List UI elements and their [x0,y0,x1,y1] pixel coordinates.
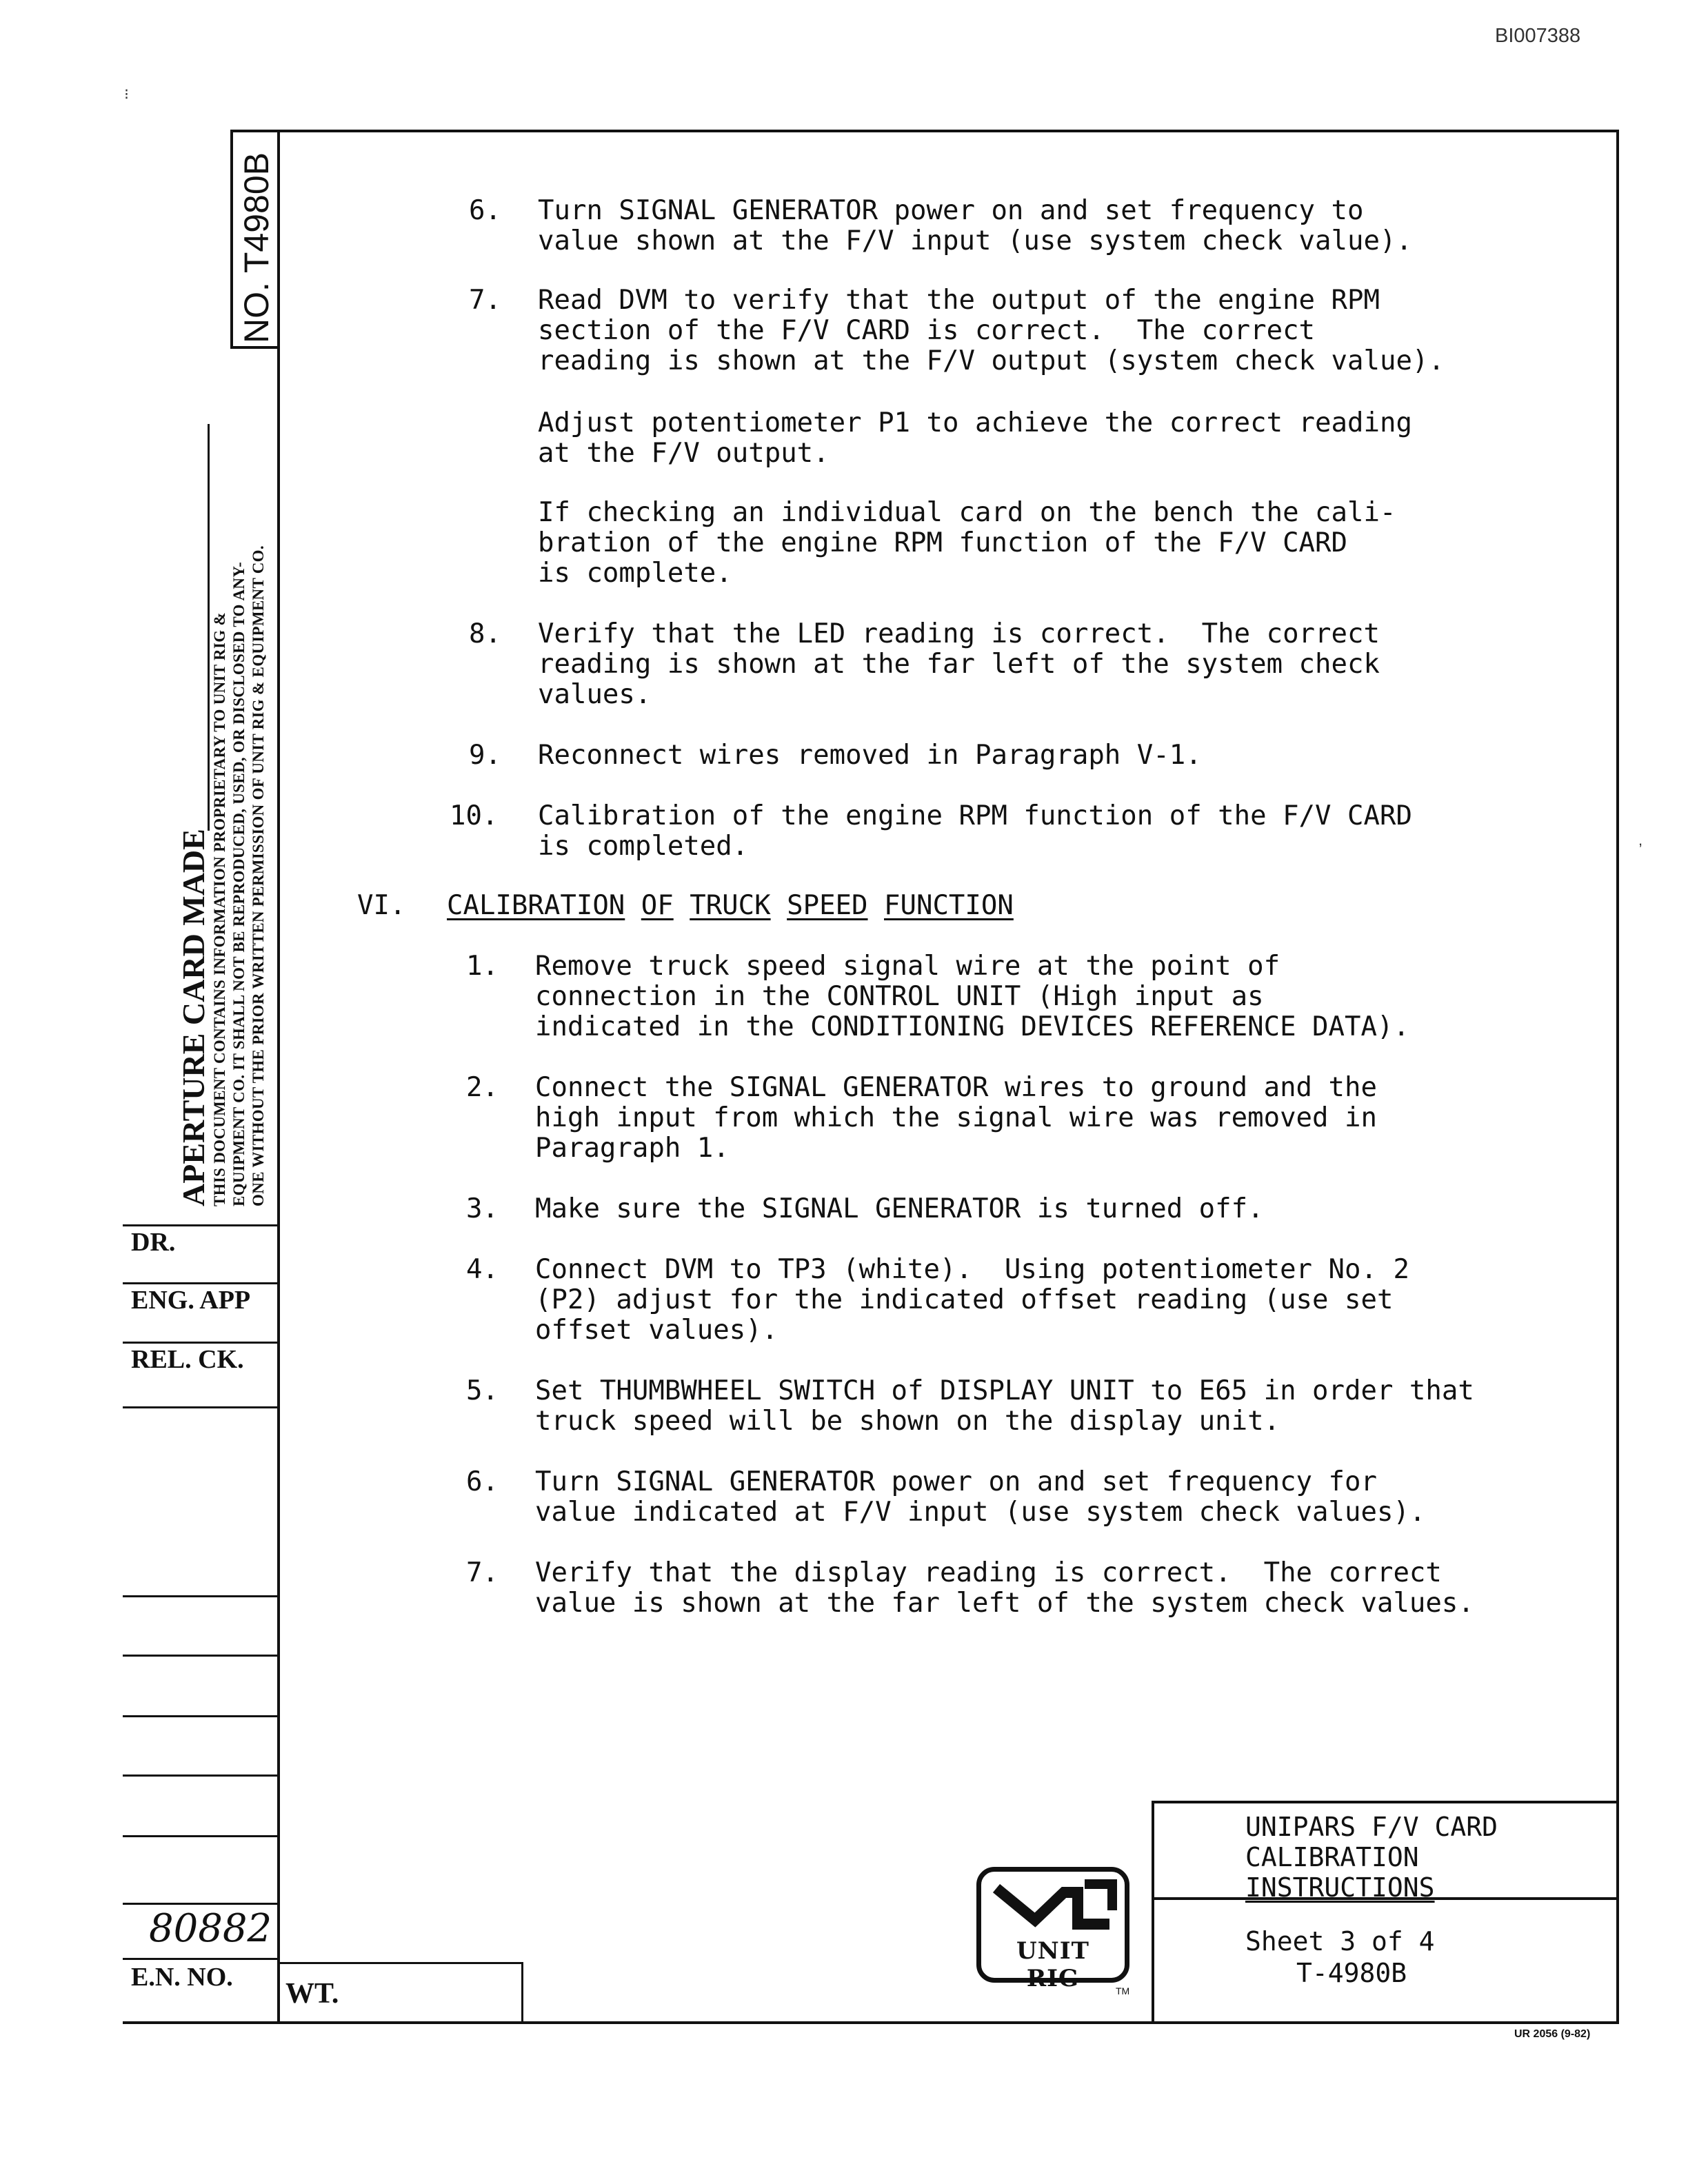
step-text-line: reading is shown at the far left of the system check [538,649,1380,680]
sig-line-10 [123,1903,280,1905]
step-text-line: is complete. [538,558,732,589]
step-text-line: Set THUMBWHEEL SWITCH of DISPLAY UNIT to E65 in order that [535,1375,1474,1406]
engineering-approval-label: ENG. APP [131,1286,251,1315]
section-heading-word: SPEED [787,890,868,921]
sheet-number: Sheet 3 of 4 [1245,1926,1435,1957]
sig-line-4 [123,1406,280,1408]
section-number: VI. [357,890,406,921]
section-heading-word: TRUCK [690,890,771,921]
en-number-value: 80882 [149,1906,272,1951]
weight-box-right [521,1962,523,2024]
step-text-line: bration of the engine RPM function of the F/V CARD [538,527,1347,558]
section-heading [447,891,1014,921]
step-text-line: Calibration of the engine RPM function of the F/V CARD [538,800,1412,831]
step-text-line: value is shown at the far left of the system check values. [535,1588,1474,1619]
title-line-2: CALIBRATION [1245,1842,1419,1872]
step-text-line: Verify that the LED reading is correct. The correct [538,618,1380,649]
step-text-line: values. [538,679,652,710]
weight-label: WT. [285,1978,339,2010]
step-text-line: reading is shown at the F/V output (system check value). [538,345,1445,376]
drawing-number: NO. T4980B [237,152,276,343]
step-text-line: is completed. [538,831,749,862]
proprietary-notice-line-1: THIS DOCUMENT CONTAINS INFORMATION PROPRIETARY TO UNIT RIG & [211,612,228,1206]
title-line-1: UNIPARS F/V CARD [1245,1812,1498,1842]
step-number: 4. [466,1254,499,1285]
release-check-label: REL. CK. [131,1345,244,1374]
scan-mark: , [1638,831,1643,849]
step-number: 9. [469,740,501,771]
weight-box-top [280,1962,523,1964]
step-text-line: Turn SIGNAL GENERATOR power on and set frequency for [535,1466,1377,1497]
sig-line-3 [123,1342,280,1344]
step-number: 10. [450,800,499,831]
step-number: 2. [466,1072,499,1103]
title-block-top-border [1152,1801,1619,1803]
title-block-doc-number: T-4980B [1296,1958,1407,1988]
step-text-line: connection in the CONTROL UNIT (High input as [535,981,1264,1012]
sig-line-6 [123,1655,280,1657]
trademark-mark: TM [1116,1985,1130,1996]
step-text-line: Remove truck speed signal wire at the point of [535,951,1280,982]
step-text-line: Turn SIGNAL GENERATOR power on and set frequency to [538,195,1364,226]
sig-line-5 [123,1595,280,1597]
step-text-line: section of the F/V CARD is correct. The correct [538,315,1316,346]
proprietary-notice-line-3: ONE WITHOUT THE PRIOR WRITTEN PERMISSION OF UNIT RIG & EQUIPMENT CO. [250,545,267,1206]
step-number: 5. [466,1375,499,1406]
section-heading-word: FUNCTION [884,890,1014,921]
drawn-by-label: DR. [131,1228,176,1257]
step-text-line: Adjust potentiometer P1 to achieve the correct reading [538,407,1412,438]
step-number: 6. [466,1466,499,1497]
sig-line-11 [123,1958,280,1960]
document-id: BI007388 [1495,25,1581,47]
form-number: UR 2056 (9-82) [1514,2028,1591,2040]
section-heading-word: OF [641,890,674,921]
sig-line-9 [123,1835,280,1837]
step-number: 6. [469,195,501,226]
aperture-card-title: APERTURE CARD MADE [176,829,211,1206]
step-text-line: value indicated at F/V input (use system check values). [535,1497,1426,1528]
frame-left-border [277,130,280,2024]
step-text-line: at the F/V output. [538,438,830,469]
step-text-line: Verify that the display reading is correct. The correct [535,1557,1442,1588]
step-text-line: truck speed will be shown on the display unit. [535,1406,1280,1437]
step-number: 3. [466,1193,499,1224]
step-text-line: (P2) adjust for the indicated offset reading (use set [535,1284,1394,1315]
section-heading-word: CALIBRATION [447,890,625,921]
en-number-label: E.N. NO. [131,1963,233,1992]
unit-rig-logo-text: UNIT RIG [1016,1937,1089,1992]
proprietary-notice-line-2: EQUIPMENT CO. IT SHALL NOT BE REPRODUCED, USED, OR DISCLOSED TO ANY- [230,561,248,1206]
step-text-line: Reconnect wires removed in Paragraph V-1. [538,740,1202,771]
step-number: 7. [466,1557,499,1588]
sig-line-7 [123,1715,280,1717]
step-number: 8. [469,618,501,649]
title-line-3: INSTRUCTIONS [1245,1872,1435,1903]
sig-line-2 [123,1282,280,1284]
step-text-line: Connect DVM to TP3 (white). Using potentiometer No. 2 [535,1254,1409,1285]
step-text-line: If checking an individual card on the bench the cali- [538,497,1396,528]
sig-line-8 [123,1775,280,1777]
sig-line-top [123,1224,280,1226]
unit-rig-logo-mark-icon [981,1876,1125,1945]
step-text-line: offset values). [535,1315,778,1346]
step-text-line: value shown at the F/V input (use system check value). [538,225,1412,256]
scan-mark: ⁝ [124,85,129,103]
step-text-line: indicated in the CONDITIONING DEVICES REFERENCE DATA). [535,1011,1409,1042]
step-text-line: Read DVM to verify that the output of the engine RPM [538,285,1380,316]
step-text-line: Make sure the SIGNAL GENERATOR is turned off. [535,1193,1264,1224]
step-number: 7. [469,285,501,316]
step-text-line: Connect the SIGNAL GENERATOR wires to ground and the [535,1072,1377,1103]
aperture-card-fill-line [176,424,210,831]
frame-top-border [230,130,1619,132]
frame-right-border [1616,130,1619,2024]
step-number: 1. [466,951,499,982]
step-text-line: Paragraph 1. [535,1133,730,1164]
step-text-line: high input from which the signal wire was removed in [535,1102,1377,1133]
